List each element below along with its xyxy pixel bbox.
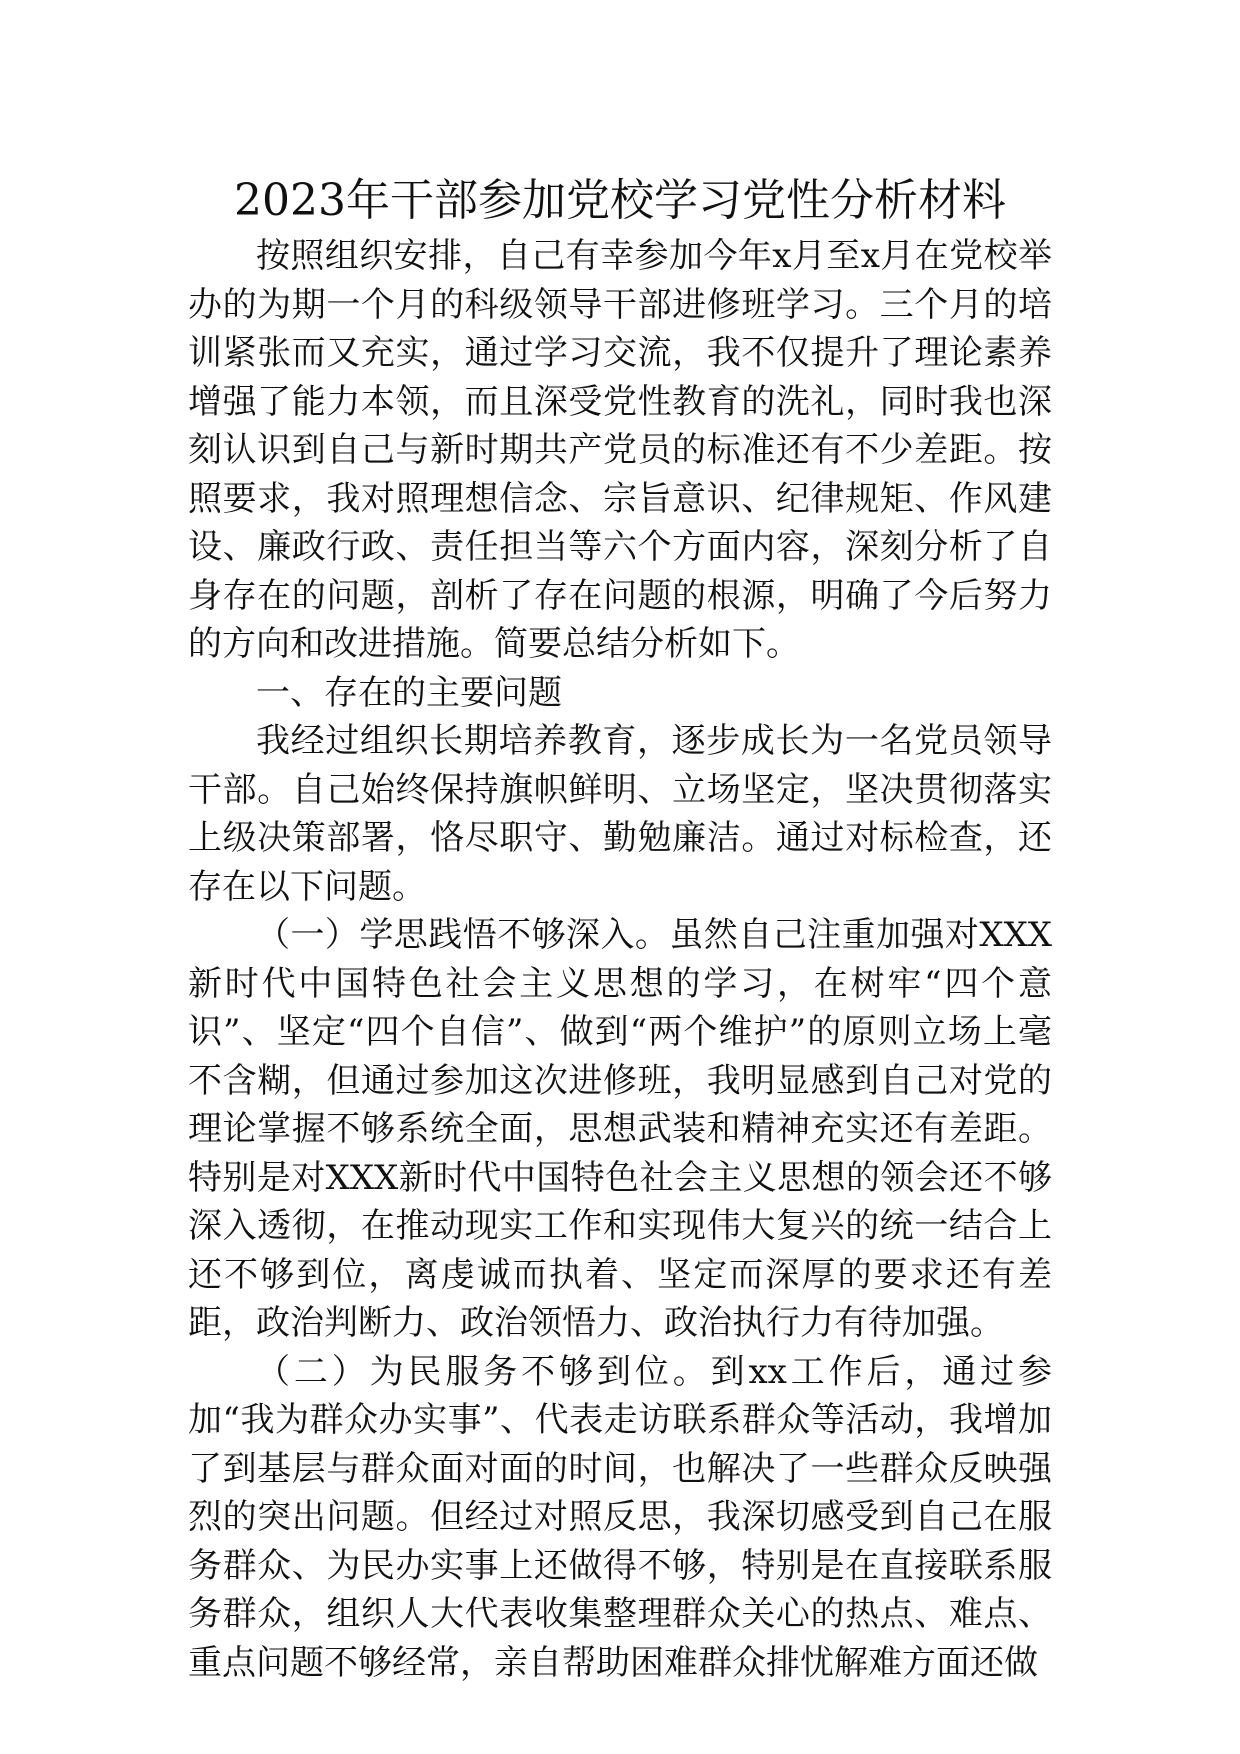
paragraph-problem-two: （二）为民服务不够到位。到xx工作后，通过参加“我为群众办实事”、代表走访联系群众等活动，我增加了到基层与群众面对面的时间，也解决了一些群众反映强烈的突出问题。但经过对照反思，我深切感受到自己在服务群众、为民办实事上还做得不够，特别是在直接联系服务群众，组织人大代表收集整理群众关心的热点、难点、重点问题不够经常，亲自帮助困难群众排忧解难方面还做 bbox=[188, 1351, 1052, 1683]
paragraph-problem-one: （一）学思践悟不够深入。虽然自己注重加强对XXX新时代中国特色社会主义思想的学习，在树牢“四个意识”、坚定“四个自信”、做到“两个维护”的原则立场上毫不含糊，但通过参加这次进修班，我明显感到自己对党的理论掌握不够系统全面，思想武装和精神充实还有差距。特别是对XXX新时代中国特色社会主义思想的领会还不够深入透彻，在推动现实工作和实现伟大复兴的统一结合上还不够到位，离虔诚而执着、坚定而深厚的要求还有差距，政治判断力、政治领悟力、政治执行力有待加强。 bbox=[188, 915, 1052, 1343]
document-page bbox=[188, 170, 1052, 1687]
paragraph-self-overview: 我经过组织长期培养教育，逐步成长为一名党员领导干部。自己始终保持旗帜鲜明、立场坚定，坚决贯彻落实上级决策部署，恪尽职守、勤勉廉洁。通过对标检查，还存在以下问题。 bbox=[188, 721, 1052, 907]
section-heading-main-problems: 一、存在的主要问题 bbox=[256, 672, 562, 713]
document-title: 2023年干部参加党校学习党性分析材料 bbox=[234, 175, 1006, 226]
paragraph-intro: 按照组织安排，自己有幸参加今年x月至x月在党校举办的为期一个月的科级领导干部进修班学习。三个月的培训紧张而又充实，通过学习交流，我不仅提升了理论素养增强了能力本领，而且深受党性教育的洗礼，同时我也深刻认识到自己与新时期共产党员的标准还有不少差距。按照要求，我对照理想信念、宗旨意识、纪律规矩、作风建设、廉政行政、责任担当等六个方面内容，深刻分析了自身存在的问题，剖析了存在问题的根源，明确了今后努力的方向和改进措施。简要总结分析如下。 bbox=[188, 236, 1052, 664]
